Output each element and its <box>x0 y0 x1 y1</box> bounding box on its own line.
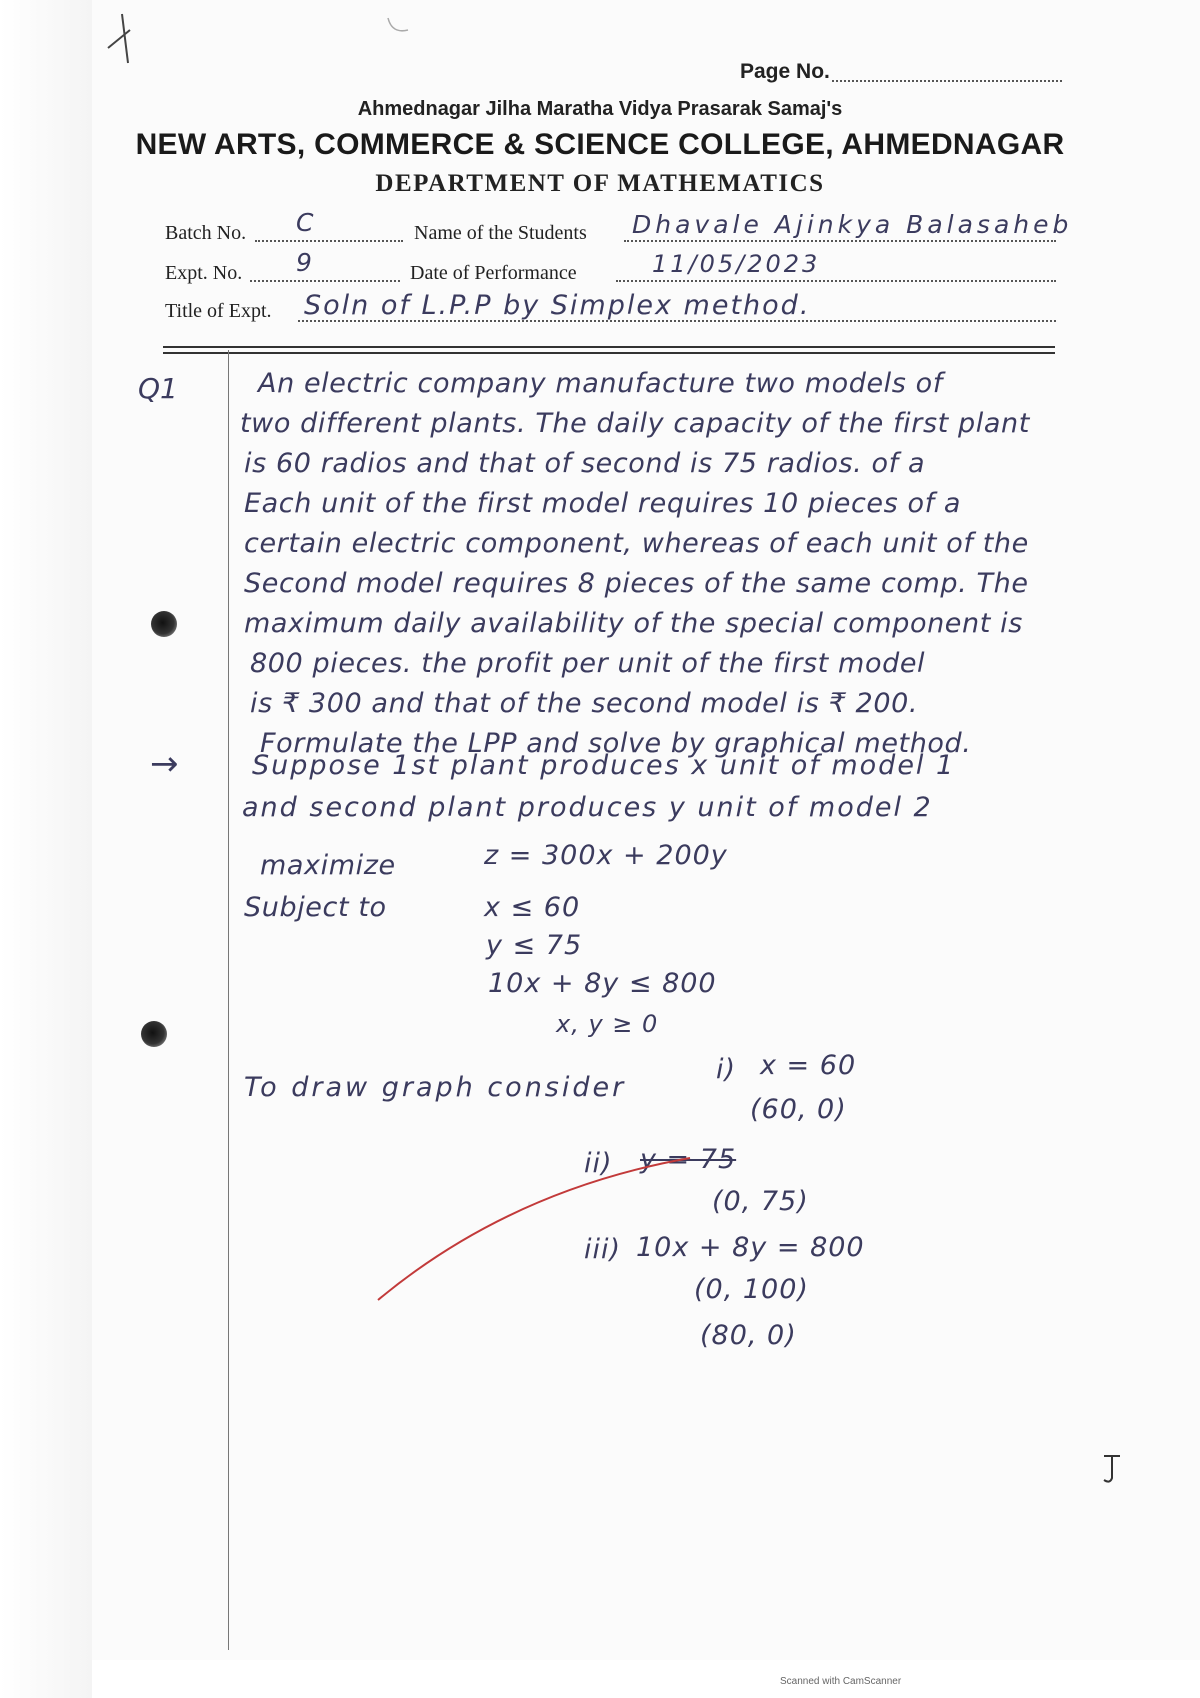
pencil-scribble-icon <box>382 10 422 40</box>
graph-item-equation: x = 60 <box>760 1050 857 1081</box>
graph-intro: To draw graph consider <box>244 1072 627 1103</box>
scan-left-margin <box>0 0 92 1698</box>
graph-item-point: (0, 75) <box>712 1186 809 1217</box>
answer-line: and second plant produces y unit of model 2 <box>242 792 933 823</box>
graph-item-equation: y = 75 <box>640 1144 737 1175</box>
worksheet-page <box>92 0 1200 1660</box>
student-name-dots <box>624 240 1056 242</box>
question-line: certain electric component, whereas of each unit of the <box>244 528 1029 559</box>
student-name-label: Name of the Students <box>414 222 587 244</box>
batch-value: C <box>296 208 314 237</box>
expt-no-label: Expt. No. <box>165 262 243 284</box>
non-negativity-constraint: x, y ≥ 0 <box>556 1010 659 1038</box>
question-line: two different plants. The daily capacity of the first plant <box>240 408 1030 439</box>
question-line: maximum daily availability of the special component is <box>244 608 1023 639</box>
binder-hole <box>141 1021 167 1047</box>
question-line: 800 pieces. the profit per unit of the first model <box>250 648 926 679</box>
graph-item-point: (80, 0) <box>700 1320 797 1351</box>
batch-dots <box>255 240 403 242</box>
question-line: An electric company manufacture two models of <box>258 368 943 399</box>
page-number-label: Page No. <box>740 60 830 83</box>
red-check-stroke-icon <box>370 1150 700 1310</box>
graph-item-label: iii) <box>584 1234 622 1265</box>
college-name: NEW ARTS, COMMERCE & SCIENCE COLLEGE, AHMEDNAGAR <box>135 128 1065 161</box>
scanner-watermark: Scanned with CamScanner <box>780 1676 902 1687</box>
graph-item-point: (60, 0) <box>750 1094 847 1125</box>
question-line: is ₹ 300 and that of the second model is ₹ 200. <box>250 688 919 719</box>
binder-hole <box>151 611 177 637</box>
header-rule-bottom <box>163 352 1055 354</box>
objective-function: z = 300x + 200y <box>484 840 728 871</box>
subject-to-label: Subject to <box>244 892 387 923</box>
date-value: 11/05/2023 <box>652 250 821 278</box>
answer-line: Suppose 1st plant produces x unit of model 1 <box>252 750 956 781</box>
graph-item-label: i) <box>716 1054 737 1085</box>
page-number-dots <box>832 80 1062 82</box>
left-margin-rule <box>228 350 229 1650</box>
question-number: Q1 <box>138 372 178 405</box>
student-name-value: Dhavale Ajinkya Balasaheb <box>632 210 1073 239</box>
maximize-label: maximize <box>260 850 396 881</box>
department-name: DEPARTMENT OF MATHEMATICS <box>375 170 825 197</box>
answer-arrow-icon: → <box>150 744 179 784</box>
graph-item-equation: 10x + 8y = 800 <box>636 1232 865 1263</box>
graph-item-point: (0, 100) <box>694 1274 809 1305</box>
graph-item-label: ii) <box>584 1148 613 1179</box>
batch-label: Batch No. <box>165 222 247 244</box>
constraint: y ≤ 75 <box>486 930 583 961</box>
question-line: is 60 radios and that of second is 75 radios. of a <box>244 448 926 479</box>
expt-no-value: 9 <box>296 248 312 277</box>
date-label: Date of Performance <box>410 262 577 284</box>
title-value: Soln of L.P.P by Simplex method. <box>304 290 811 321</box>
expt-no-dots <box>250 280 400 282</box>
question-line: Second model requires 8 pieces of the same comp. The <box>244 568 1029 599</box>
title-label: Title of Expt. <box>165 300 272 322</box>
constraint: 10x + 8y ≤ 800 <box>488 968 717 999</box>
question-line: Each unit of the first model requires 10 pieces of a <box>244 488 962 519</box>
constraint: x ≤ 60 <box>484 892 581 923</box>
initial-mark-icon <box>1098 1448 1128 1488</box>
date-dots <box>616 280 1056 282</box>
header-rule-top <box>163 346 1055 348</box>
question-line: Formulate the LPP and solve by graphical method. <box>260 728 972 759</box>
society-name: Ahmednagar Jilha Maratha Vidya Prasarak Samaj's <box>357 98 843 120</box>
pencil-tick-mark-icon <box>100 8 160 68</box>
